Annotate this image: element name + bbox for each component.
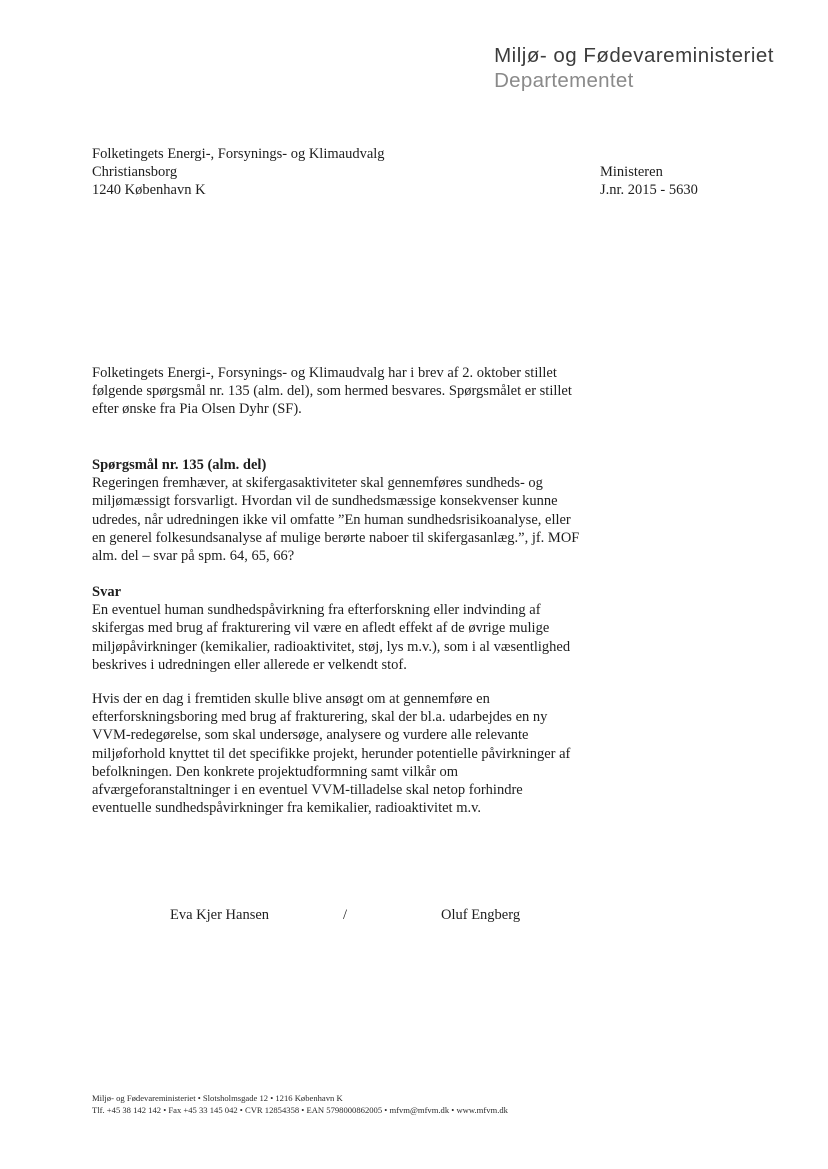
- recipient-line: 1240 København K: [92, 182, 206, 198]
- question-section: [92, 456, 712, 565]
- answer-line: Hvis der en dag i fremtiden skulle blive ansøgt om at gennemføre en: [92, 691, 490, 707]
- sender-label: Ministeren: [600, 164, 663, 180]
- answer-line: eventuelle sundhedspåvirkninger fra kemikalier, radioaktivitet m.v.: [92, 800, 482, 817]
- footer: [92, 1092, 508, 1116]
- intro-line: følgende spørgsmål nr. 135 (alm. del), som hermed besvares. Spørgsmålet er stillet: [92, 383, 572, 400]
- signature-right: Oluf Engberg: [441, 907, 521, 923]
- answer-line: En eventuel human sundhedspåvirkning fra efterforskning eller indvinding af: [92, 602, 541, 619]
- ministry-name: Miljø- og Fødevareministeriet: [494, 44, 774, 67]
- answer-line: efterforskningsboring med brug af frakturering, skal der bl.a. udarbejdes en ny: [92, 709, 548, 726]
- question-line: miljømæssigt forsvarligt. Hvordan vil de sundhedsmæssige konsekvenser kunne: [92, 493, 558, 510]
- answer-heading: Svar: [92, 584, 121, 600]
- recipient-line: Christiansborg: [92, 164, 178, 180]
- question-line: en generel folkesundsanalyse af mulige berørte naboer til skifergasanlæg.”, jf. MOF: [92, 529, 580, 546]
- answer-line: beskrives i udredningen eller allerede er velkendt stof.: [92, 656, 407, 673]
- answer-line: skifergas med brug af frakturering vil være en afledt effekt af de øvrige mulige: [92, 620, 550, 637]
- answer-line: miljøpåvirkninger (kemikalier, radioaktivitet, støj, lys m.v.), som i al væsentlighed: [92, 638, 571, 655]
- question-heading: Spørgsmål nr. 135 (alm. del): [92, 457, 267, 473]
- recipient-address: [92, 145, 385, 199]
- journal-number: J.nr. 2015 - 5630: [600, 182, 698, 198]
- question-line: Regeringen fremhæver, at skifergasaktiviteter skal gennemføres sundheds- og: [92, 475, 543, 492]
- question-line: alm. del – svar på spm. 64, 65, 66?: [92, 548, 295, 565]
- intro-paragraph: [92, 364, 712, 419]
- answer-section: [92, 583, 712, 674]
- department-name: Departementet: [494, 69, 634, 92]
- intro-line: Folketingets Energi-, Forsynings- og Klimaudvalg har i brev af 2. oktober stillet: [92, 365, 557, 381]
- answer-line: miljøforhold knyttet til det specifikke projekt, herunder potentielle påvirkninger af: [92, 745, 571, 762]
- signature-separator: /: [343, 907, 348, 923]
- footer-address: Miljø- og Fødevareministeriet • Slotsholmsgade 12 • 1216 København K: [92, 1093, 343, 1103]
- answer-line: befolkningen. Den konkrete projektudformning samt vilkår om: [92, 763, 459, 780]
- signature-left: Eva Kjer Hansen: [170, 907, 270, 923]
- letter-meta: [600, 163, 698, 199]
- intro-line: efter ønske fra Pia Olsen Dyhr (SF).: [92, 401, 302, 418]
- answer-paragraph-2: [92, 690, 712, 817]
- letterhead: [494, 44, 774, 94]
- footer-contact: Tlf. +45 38 142 142 • Fax +45 33 145 042 • CVR 12854358 • EAN 5798000862005 • mfvm@mfvm.dk • www.mfvm.dk: [92, 1105, 508, 1115]
- question-line: udredes, når udredningen ikke vil omfatte ”En human sundhedsrisikoanalyse, eller: [92, 511, 571, 528]
- recipient-line: Folketingets Energi-, Forsynings- og Klimaudvalg: [92, 146, 385, 162]
- answer-line: afværgeforanstaltninger i en eventuel VVM-tilladelse skal netop forhindre: [92, 782, 523, 799]
- answer-line: VVM-redegørelse, som skal undersøge, analysere og vurdere alle relevante: [92, 727, 529, 744]
